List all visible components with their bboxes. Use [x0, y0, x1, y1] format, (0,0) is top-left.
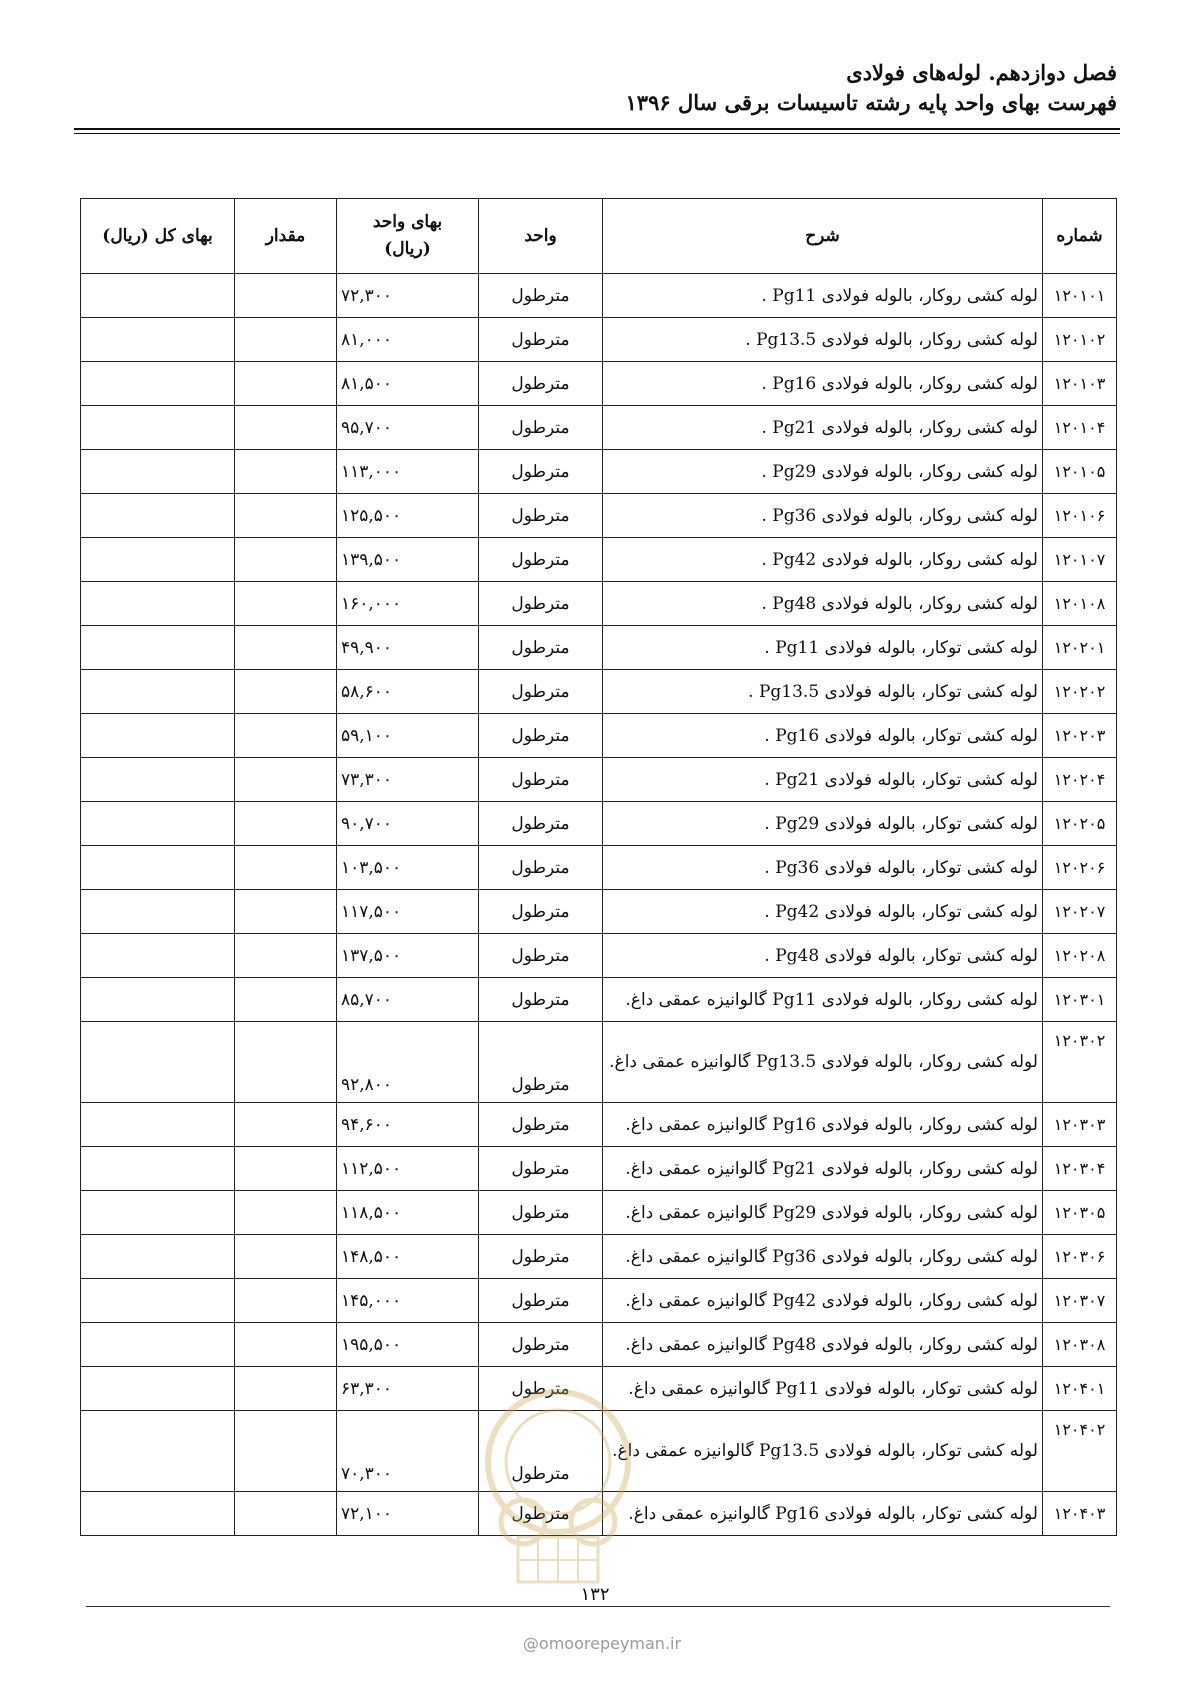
item-unit-price: ۱۴۸,۵۰۰ — [337, 1235, 479, 1279]
item-description: لوله کشی روکار، بالوله فولادی Pg21 گالوانیزه عمقی داغ. — [603, 1147, 1043, 1191]
item-total — [81, 1235, 235, 1279]
item-quantity — [235, 1103, 337, 1147]
item-description: لوله کشی توکار، بالوله فولادی Pg11 . — [603, 626, 1043, 670]
table-header-row — [81, 199, 1117, 274]
item-description: لوله کشی توکار، بالوله فولادی Pg48 . — [603, 934, 1043, 978]
item-total — [81, 1147, 235, 1191]
table-row — [81, 846, 1117, 890]
item-quantity — [235, 846, 337, 890]
item-unit: مترطول — [479, 362, 603, 406]
item-code: ۱۲۰۳۰۲ — [1043, 1022, 1117, 1103]
item-description: لوله کشی توکار، بالوله فولادی Pg11 گالوانیزه عمقی داغ. — [603, 1367, 1043, 1411]
item-code: ۱۲۰۲۰۶ — [1043, 846, 1117, 890]
item-description: لوله کشی روکار، بالوله فولادی Pg21 . — [603, 406, 1043, 450]
item-description: لوله کشی روکار، بالوله فولادی Pg36 . — [603, 494, 1043, 538]
item-quantity — [235, 934, 337, 978]
item-code: ۱۲۰۳۰۳ — [1043, 1103, 1117, 1147]
table-row — [81, 274, 1117, 318]
item-quantity — [235, 582, 337, 626]
item-total — [81, 274, 235, 318]
item-description: لوله کشی روکار، بالوله فولادی Pg48 گالوانیزه عمقی داغ. — [603, 1323, 1043, 1367]
document-subtitle: فهرست بهای واحد پایه رشته تاسیسات برقی سال ۱۳۹۶ — [625, 90, 1117, 115]
item-code: ۱۲۰۱۰۴ — [1043, 406, 1117, 450]
item-quantity — [235, 1279, 337, 1323]
item-description: لوله کشی روکار، بالوله فولادی Pg29 گالوانیزه عمقی داغ. — [603, 1191, 1043, 1235]
item-unit-price: ۶۳,۳۰۰ — [337, 1367, 479, 1411]
item-code: ۱۲۰۳۰۵ — [1043, 1191, 1117, 1235]
item-description: لوله کشی روکار، بالوله فولادی Pg42 . — [603, 538, 1043, 582]
item-code: ۱۲۰۲۰۱ — [1043, 626, 1117, 670]
table-row — [81, 1279, 1117, 1323]
header-unit-price-line2: (ریال) — [384, 239, 431, 259]
item-unit: مترطول — [479, 1191, 603, 1235]
item-unit: مترطول — [479, 1492, 603, 1536]
item-description: لوله کشی توکار، بالوله فولادی Pg16 . — [603, 714, 1043, 758]
item-unit-price: ۱۴۵,۰۰۰ — [337, 1279, 479, 1323]
item-total — [81, 802, 235, 846]
item-code: ۱۲۰۱۰۶ — [1043, 494, 1117, 538]
item-unit-price: ۹۲,۸۰۰ — [337, 1022, 479, 1103]
item-quantity — [235, 318, 337, 362]
table-row — [81, 626, 1117, 670]
table-row — [81, 450, 1117, 494]
item-total — [81, 1022, 235, 1103]
item-total — [81, 450, 235, 494]
item-unit: مترطول — [479, 714, 603, 758]
item-total — [81, 1323, 235, 1367]
table-row — [81, 582, 1117, 626]
item-unit: مترطول — [479, 670, 603, 714]
item-quantity — [235, 670, 337, 714]
table-row — [81, 802, 1117, 846]
item-code: ۱۲۰۴۰۳ — [1043, 1492, 1117, 1536]
item-description: لوله کشی روکار، بالوله فولادی Pg16 گالوانیزه عمقی داغ. — [603, 1103, 1043, 1147]
item-total — [81, 758, 235, 802]
table-row — [81, 1022, 1117, 1103]
table-row — [81, 494, 1117, 538]
item-unit: مترطول — [479, 1235, 603, 1279]
item-total — [81, 1411, 235, 1492]
item-unit-price: ۸۱,۵۰۰ — [337, 362, 479, 406]
item-quantity — [235, 494, 337, 538]
item-unit: مترطول — [479, 1367, 603, 1411]
table-row — [81, 758, 1117, 802]
footer-rule — [86, 1606, 1110, 1607]
table-body — [81, 274, 1117, 1536]
table-row — [81, 1147, 1117, 1191]
item-unit: مترطول — [479, 846, 603, 890]
item-unit-price: ۱۲۵,۵۰۰ — [337, 494, 479, 538]
table-row — [81, 538, 1117, 582]
item-unit-price: ۸۱,۰۰۰ — [337, 318, 479, 362]
item-total — [81, 626, 235, 670]
item-code: ۱۲۰۲۰۸ — [1043, 934, 1117, 978]
item-description: لوله کشی روکار، بالوله فولادی Pg13.5 گالوانیزه عمقی داغ. — [603, 1022, 1043, 1103]
item-code: ۱۲۰۱۰۱ — [1043, 274, 1117, 318]
table-row — [81, 362, 1117, 406]
header-unit-price-line1: بهای واحد — [372, 212, 443, 232]
item-unit-price: ۷۳,۳۰۰ — [337, 758, 479, 802]
item-total — [81, 670, 235, 714]
table-row — [81, 890, 1117, 934]
item-quantity — [235, 362, 337, 406]
item-code: ۱۲۰۴۰۲ — [1043, 1411, 1117, 1492]
item-unit-price: ۱۱۲,۵۰۰ — [337, 1147, 479, 1191]
item-quantity — [235, 758, 337, 802]
item-total — [81, 1103, 235, 1147]
item-description: لوله کشی روکار، بالوله فولادی Pg11 گالوانیزه عمقی داغ. — [603, 978, 1043, 1022]
website-watermark: @omoorepeyman.ir — [522, 1634, 682, 1653]
item-quantity — [235, 802, 337, 846]
item-unit-price: ۴۹,۹۰۰ — [337, 626, 479, 670]
item-unit: مترطول — [479, 1022, 603, 1103]
item-total — [81, 318, 235, 362]
item-quantity — [235, 1367, 337, 1411]
table-row — [81, 978, 1117, 1022]
item-total — [81, 1279, 235, 1323]
table-row — [81, 1411, 1117, 1492]
item-unit-price: ۹۵,۷۰۰ — [337, 406, 479, 450]
table-row — [81, 1235, 1117, 1279]
item-total — [81, 1191, 235, 1235]
item-description: لوله کشی روکار، بالوله فولادی Pg29 . — [603, 450, 1043, 494]
item-total — [81, 890, 235, 934]
item-description: لوله کشی روکار، بالوله فولادی Pg16 . — [603, 362, 1043, 406]
item-quantity — [235, 406, 337, 450]
item-description: لوله کشی روکار، بالوله فولادی Pg13.5 . — [603, 318, 1043, 362]
table-row — [81, 1367, 1117, 1411]
item-code: ۱۲۰۱۰۳ — [1043, 362, 1117, 406]
item-quantity — [235, 450, 337, 494]
item-total — [81, 538, 235, 582]
item-description: لوله کشی توکار، بالوله فولادی Pg13.5 . — [603, 670, 1043, 714]
header-rule — [74, 128, 1120, 130]
item-quantity — [235, 1492, 337, 1536]
item-unit-price: ۹۰,۷۰۰ — [337, 802, 479, 846]
item-unit: مترطول — [479, 318, 603, 362]
item-quantity — [235, 1191, 337, 1235]
item-unit-price: ۱۹۵,۵۰۰ — [337, 1323, 479, 1367]
item-code: ۱۲۰۳۰۱ — [1043, 978, 1117, 1022]
item-unit: مترطول — [479, 450, 603, 494]
item-quantity — [235, 538, 337, 582]
table-row — [81, 934, 1117, 978]
item-quantity — [235, 714, 337, 758]
item-total — [81, 978, 235, 1022]
item-unit-price: ۷۲,۳۰۰ — [337, 274, 479, 318]
item-description: لوله کشی توکار، بالوله فولادی Pg13.5 گالوانیزه عمقی داغ. — [603, 1411, 1043, 1492]
item-quantity — [235, 890, 337, 934]
table-row — [81, 1103, 1117, 1147]
item-unit-price: ۵۸,۶۰۰ — [337, 670, 479, 714]
item-quantity — [235, 274, 337, 318]
item-unit-price: ۱۱۸,۵۰۰ — [337, 1191, 479, 1235]
item-code: ۱۲۰۲۰۳ — [1043, 714, 1117, 758]
item-total — [81, 406, 235, 450]
item-unit: مترطول — [479, 1411, 603, 1492]
item-quantity — [235, 1323, 337, 1367]
header-unit-price — [337, 199, 479, 274]
item-code: ۱۲۰۲۰۷ — [1043, 890, 1117, 934]
item-code: ۱۲۰۱۰۵ — [1043, 450, 1117, 494]
item-unit: مترطول — [479, 1147, 603, 1191]
item-code: ۱۲۰۲۰۵ — [1043, 802, 1117, 846]
item-unit-price: ۱۳۹,۵۰۰ — [337, 538, 479, 582]
item-code: ۱۲۰۳۰۸ — [1043, 1323, 1117, 1367]
item-quantity — [235, 978, 337, 1022]
table-row — [81, 406, 1117, 450]
item-unit-price: ۱۳۷,۵۰۰ — [337, 934, 479, 978]
item-unit-price: ۱۰۳,۵۰۰ — [337, 846, 479, 890]
item-description: لوله کشی توکار، بالوله فولادی Pg36 . — [603, 846, 1043, 890]
item-quantity — [235, 626, 337, 670]
table-row — [81, 1323, 1117, 1367]
item-description: لوله کشی روکار، بالوله فولادی Pg42 گالوانیزه عمقی داغ. — [603, 1279, 1043, 1323]
header-rule-thin — [74, 133, 1120, 134]
item-unit: مترطول — [479, 626, 603, 670]
item-unit: مترطول — [479, 1279, 603, 1323]
header-unit: واحد — [479, 199, 603, 274]
item-unit-price: ۸۵,۷۰۰ — [337, 978, 479, 1022]
item-unit: مترطول — [479, 582, 603, 626]
item-total — [81, 494, 235, 538]
header-total: بهای کل (ریال) — [81, 199, 235, 274]
item-unit-price: ۷۲,۱۰۰ — [337, 1492, 479, 1536]
item-quantity — [235, 1411, 337, 1492]
item-description: لوله کشی روکار، بالوله فولادی Pg36 گالوانیزه عمقی داغ. — [603, 1235, 1043, 1279]
item-code: ۱۲۰۴۰۱ — [1043, 1367, 1117, 1411]
table-row — [81, 1191, 1117, 1235]
item-description: لوله کشی توکار، بالوله فولادی Pg29 . — [603, 802, 1043, 846]
header-description: شرح — [603, 199, 1043, 274]
item-total — [81, 362, 235, 406]
item-total — [81, 714, 235, 758]
item-unit: مترطول — [479, 1103, 603, 1147]
item-description: لوله کشی توکار، بالوله فولادی Pg16 گالوانیزه عمقی داغ. — [603, 1492, 1043, 1536]
page-number: ۱۳۲ — [560, 1584, 630, 1605]
item-unit-price: ۹۴,۶۰۰ — [337, 1103, 479, 1147]
item-quantity — [235, 1022, 337, 1103]
item-unit: مترطول — [479, 406, 603, 450]
item-code: ۱۲۰۳۰۶ — [1043, 1235, 1117, 1279]
item-unit-price: ۵۹,۱۰۰ — [337, 714, 479, 758]
item-quantity — [235, 1147, 337, 1191]
item-code: ۱۲۰۱۰۲ — [1043, 318, 1117, 362]
price-list-table — [80, 198, 1117, 1536]
item-unit: مترطول — [479, 758, 603, 802]
item-unit: مترطول — [479, 538, 603, 582]
item-description: لوله کشی روکار، بالوله فولادی Pg48 . — [603, 582, 1043, 626]
table-row — [81, 714, 1117, 758]
page-header — [67, 58, 1117, 118]
item-unit-price: ۱۶۰,۰۰۰ — [337, 582, 479, 626]
item-unit: مترطول — [479, 978, 603, 1022]
website-watermark-text: omoorepeyman.ir — [538, 1634, 682, 1653]
table-row — [81, 670, 1117, 714]
item-total — [81, 846, 235, 890]
header-code: شماره — [1043, 199, 1117, 274]
item-quantity — [235, 1235, 337, 1279]
item-unit: مترطول — [479, 1323, 603, 1367]
item-unit: مترطول — [479, 802, 603, 846]
table-row — [81, 1492, 1117, 1536]
chapter-title: فصل دوازدهم. لوله‌های فولادی — [846, 60, 1117, 85]
table-row — [81, 318, 1117, 362]
item-total — [81, 1492, 235, 1536]
item-unit: مترطول — [479, 494, 603, 538]
item-code: ۱۲۰۱۰۷ — [1043, 538, 1117, 582]
item-description: لوله کشی توکار، بالوله فولادی Pg42 . — [603, 890, 1043, 934]
item-total — [81, 1367, 235, 1411]
item-code: ۱۲۰۲۰۲ — [1043, 670, 1117, 714]
item-unit: مترطول — [479, 934, 603, 978]
item-total — [81, 934, 235, 978]
item-code: ۱۲۰۲۰۴ — [1043, 758, 1117, 802]
item-description: لوله کشی روکار، بالوله فولادی Pg11 . — [603, 274, 1043, 318]
item-code: ۱۲۰۱۰۸ — [1043, 582, 1117, 626]
item-code: ۱۲۰۳۰۷ — [1043, 1279, 1117, 1323]
item-unit: مترطول — [479, 274, 603, 318]
item-unit-price: ۷۰,۳۰۰ — [337, 1411, 479, 1492]
item-total — [81, 582, 235, 626]
item-code: ۱۲۰۳۰۴ — [1043, 1147, 1117, 1191]
header-quantity: مقدار — [235, 199, 337, 274]
item-unit: مترطول — [479, 890, 603, 934]
item-description: لوله کشی توکار، بالوله فولادی Pg21 . — [603, 758, 1043, 802]
item-unit-price: ۱۱۳,۰۰۰ — [337, 450, 479, 494]
item-unit-price: ۱۱۷,۵۰۰ — [337, 890, 479, 934]
